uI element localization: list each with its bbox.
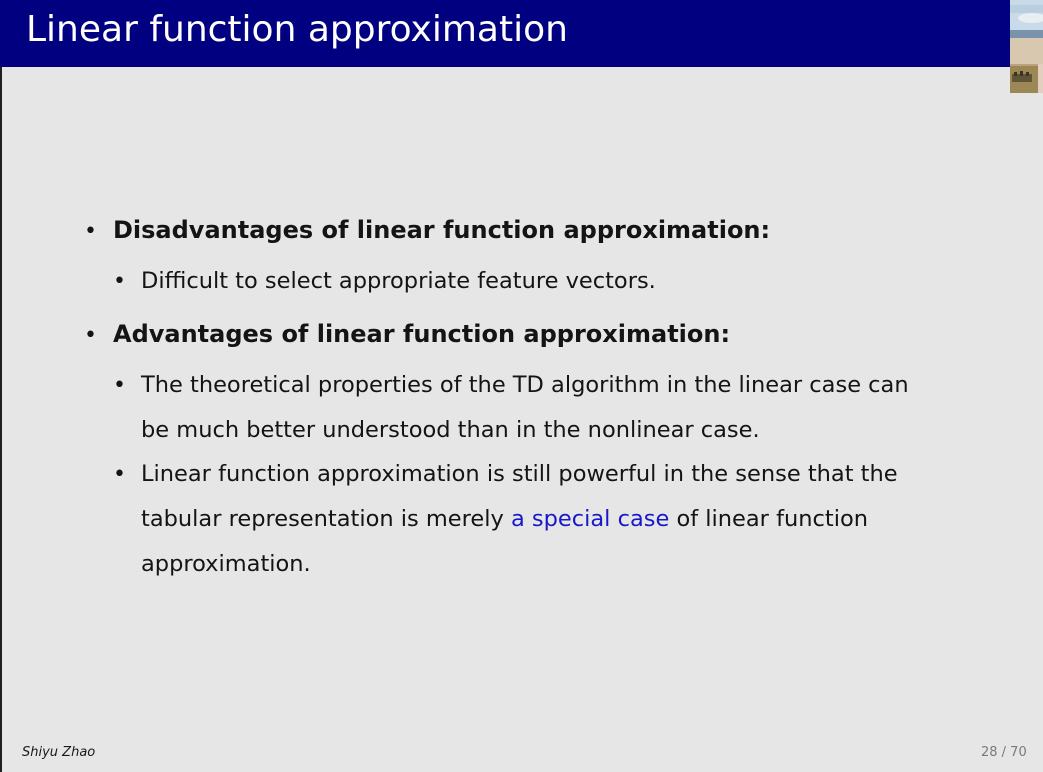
bullet-icon: •: [113, 462, 126, 487]
sub-bullet-powerful-line3: approximation.: [141, 551, 311, 577]
text-segment: of linear function: [669, 506, 868, 532]
bullet-heading-advantages: Advantages of linear function approximation:: [113, 320, 731, 348]
bullet-icon: •: [113, 373, 126, 398]
text-segment: tabular representation is merely: [141, 506, 511, 532]
special-case-highlight: a special case: [510, 506, 670, 532]
left-edge-line: [0, 0, 2, 772]
sub-bullet-powerful-line2: [141, 504, 868, 534]
bullet-icon: •: [84, 219, 97, 244]
footer-author: Shiyu Zhao: [22, 745, 96, 760]
bullet-icon: •: [84, 323, 97, 348]
bullet-heading-disadvantages: Disadvantages of linear function approximation:: [113, 216, 771, 244]
footer-page-number: 28 / 70: [981, 745, 1027, 760]
slide-title: Linear function approximation: [26, 9, 568, 50]
bullet-icon: •: [113, 269, 126, 294]
sub-bullet-td-line2: be much better understood than in the nonlinear case.: [141, 417, 760, 443]
sub-bullet-powerful-line1: Linear function approximation is still powerful in the sense that the: [141, 461, 898, 487]
title-bar: [0, 0, 1010, 67]
sub-bullet-feature-vectors: Difficult to select appropriate feature vectors.: [141, 268, 656, 294]
corner-photo-icon: [1010, 0, 1043, 93]
sub-bullet-td-line1: The theoretical properties of the TD algorithm in the linear case can: [141, 372, 909, 398]
